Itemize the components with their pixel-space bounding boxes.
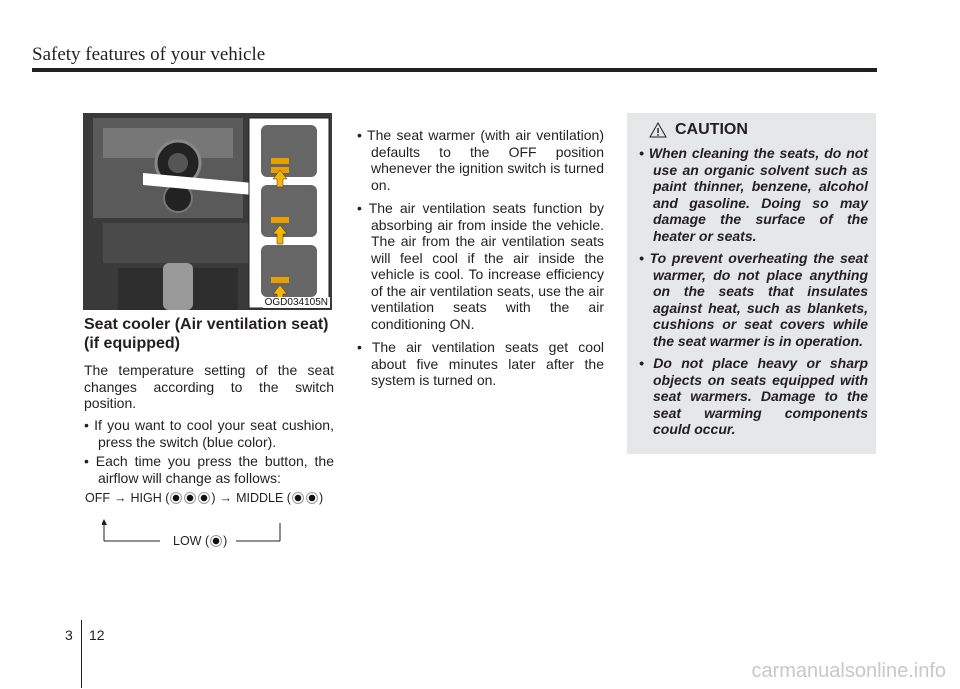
chapter-number: 3 [65, 627, 73, 643]
flow-low: LOW ( [173, 534, 210, 548]
flow-middle: MIDDLE ( [236, 491, 291, 505]
dot-icon [170, 492, 182, 504]
dot-icon [198, 492, 210, 504]
figure-code: OGD034105N [264, 297, 328, 308]
caution-title: CAUTION [675, 121, 748, 138]
list-item: • The air ventilation seats get cool about five minutes later after the system is turned on. [357, 339, 604, 388]
header-rule [32, 68, 877, 72]
dot-icon [292, 492, 304, 504]
arrow-icon: → [219, 491, 233, 505]
dot-icon [184, 492, 196, 504]
list-item: • Each time you press the button, the airflow will change as follows: [84, 453, 334, 486]
left-bullet-list [84, 417, 334, 489]
dot-icon [306, 492, 318, 504]
warning-triangle-icon [649, 122, 667, 138]
page-header-title: Safety features of your vehicle [32, 44, 266, 65]
middle-bullet-list [357, 127, 604, 396]
flow-close: ) [318, 491, 324, 505]
list-item: • If you want to cool your seat cushion, press the switch (blue color). [84, 417, 334, 450]
flow-close: ) [211, 491, 216, 505]
arrow-icon: → [114, 491, 127, 505]
dot-icon [210, 535, 222, 547]
flow-high: HIGH ( [130, 491, 170, 505]
section-title: Seat cooler (Air ventilation seat) (if equipped) [84, 316, 329, 352]
list-item: • The air ventilation seats function by absorbing air from inside the vehicle. The air from the air ventilation seats will feel cool if the air inside the vehicle is cool. To increase efficiency of the air ventilation seats, use the air ventilation seats with the air conditioning ON. [357, 200, 604, 332]
list-item: • To prevent overheating the seat warmer, do not place anything on the seats that insulates against heat, such as blankets, cushions or seat covers while the seat warmer is in operation. [639, 250, 868, 349]
list-item: • Do not place heavy or sharp objects on seats equipped with seat warmers. Damage to the seat warming components could occur. [639, 355, 868, 437]
caution-heading [639, 121, 868, 139]
list-item: • When cleaning the seats, do not use an organic solvent such as paint thinner, benzene, alcohol and gasoline. Doing so may damage the surface of the heater or seats. [639, 145, 868, 244]
intro-paragraph: The temperature setting of the seat changes according to the switch position. [84, 362, 334, 411]
seat-switch-photo [83, 113, 332, 310]
flow-off: OFF [85, 491, 110, 505]
flow-low-line [173, 534, 227, 548]
list-item: • The seat warmer (with air ventilation) defaults to the OFF position whenever the ignition switch is turned on. [357, 127, 604, 193]
caution-box [627, 113, 876, 454]
flow-close: ) [223, 534, 228, 548]
airflow-sequence [85, 491, 345, 561]
page-number: 12 [89, 627, 105, 643]
airflow-sequence-line [85, 491, 323, 505]
watermark: carmanualsonline.info [751, 660, 946, 682]
footer-rule [81, 620, 82, 688]
